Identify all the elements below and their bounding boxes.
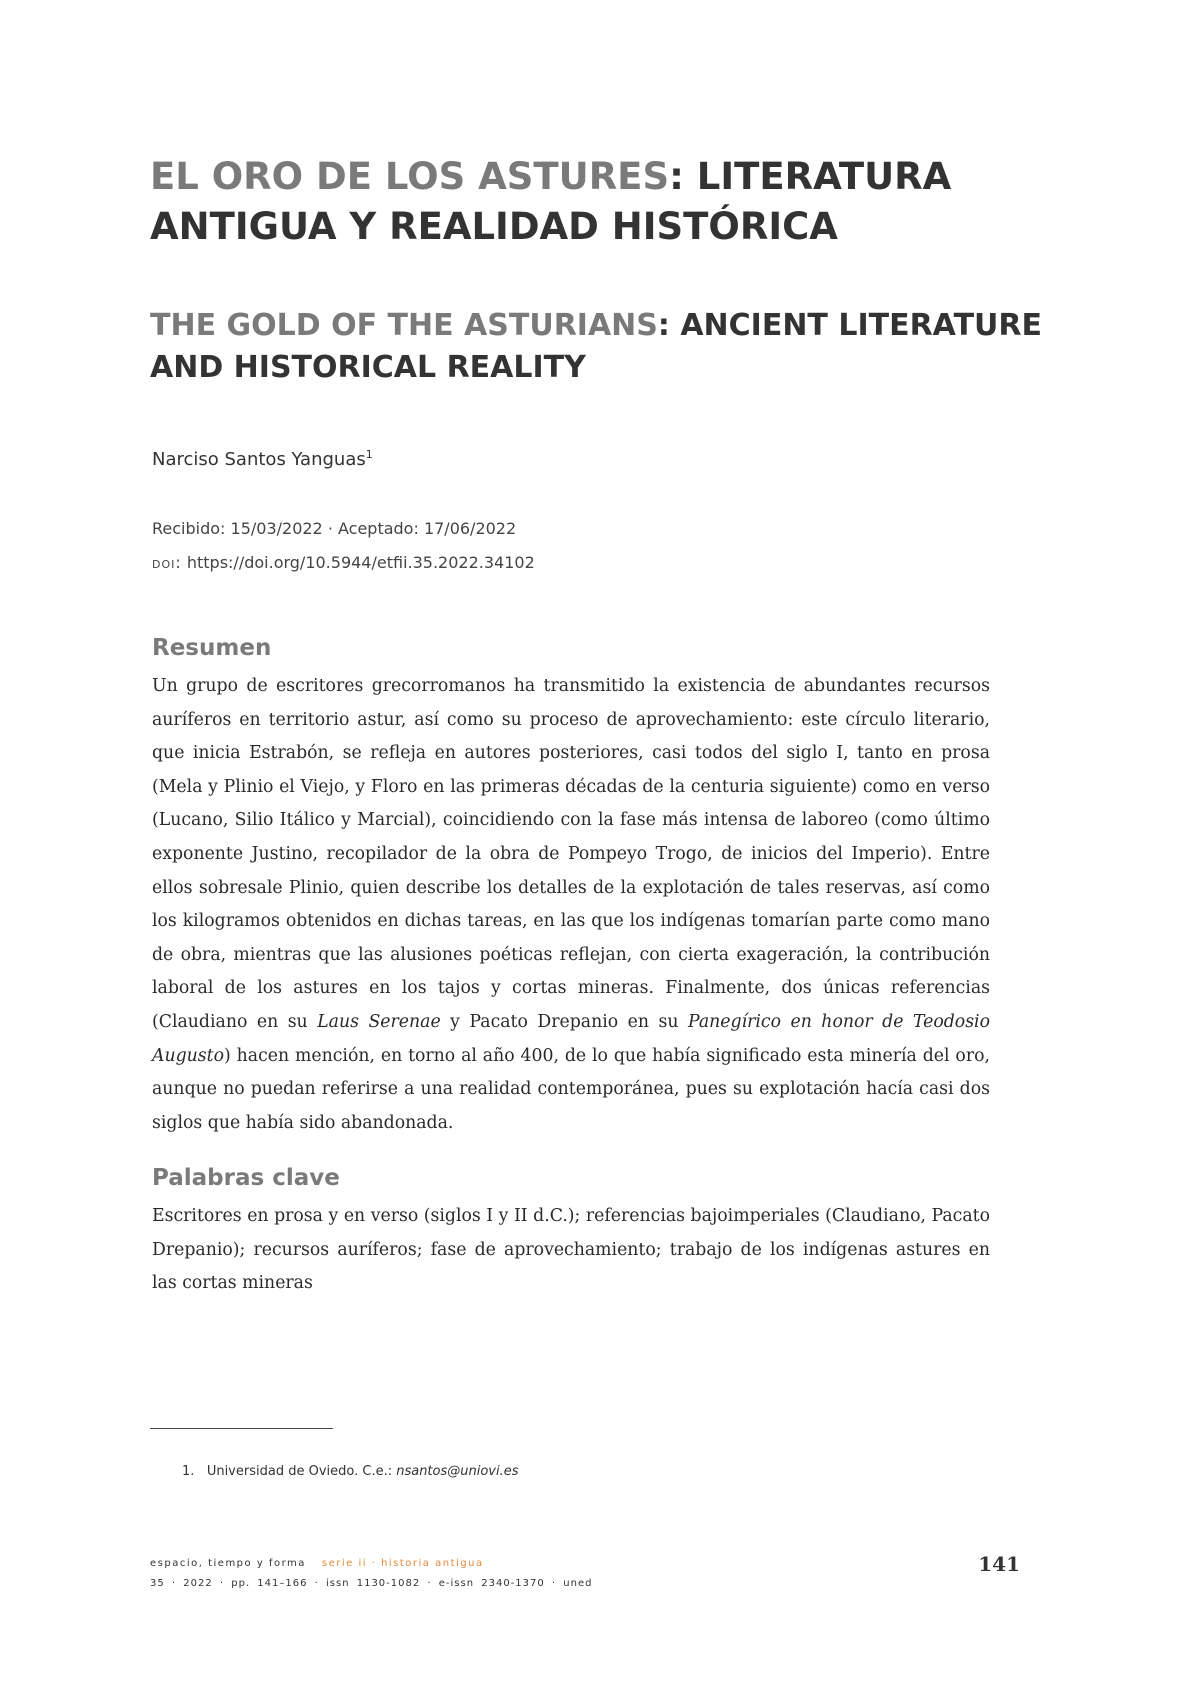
footnote-number: 1.	[182, 1464, 195, 1479]
abstract-italic-laus-serenae: Laus Serenae	[317, 1011, 441, 1032]
title-spanish	[150, 152, 1050, 252]
keywords-text: Escritores en prosa y en verso (siglos I y II d.C.); referencias bajoimperiales (Claudiano, Pacato Drepanio); recursos auríferos; fase de aprovechamiento; trabajo de los indígenas astures en las cortas mineras	[152, 1206, 990, 1294]
abstract-text-part-a: Un grupo de escritores grecorromanos ha transmitido la existencia de abundantes recursos auríferos en territorio astur, así como su proceso de aprovechamiento: este círculo literario, que inicia Estrabón, se refleja en autores posteriores, casi todos del siglo I, tanto en prosa (Mela y Plinio el Viejo, y Floro en las primeras décadas de la centuria siguiente) como en verso (Lucano, Silio Itálico y Marcial), coincidiendo con la fase más intensa de laboreo (como último exponente Justino, recopilador de la obra de Pompeyo Trogo, de inicios del Imperio). Entre ellos sobresale Plinio, quien describe los detalles de la explotación de tales reservas, así como los kilogramos obtenidos en dichas tareas, en las que los indígenas tomarían parte como mano de obra, mientras que las alusiones poéticas reflejan, con cierta exageración, la contribución laboral de los astures en los tajos y cortas mineras. Finalmente, dos únicas referencias (Claudiano en su	[152, 676, 990, 1032]
title-spanish-highlight: EL ORO DE LOS ASTURES	[150, 155, 670, 198]
footer-issue-line: 35 · 2022 · pp. 141–166 · issn 1130-1082 · e-issn 2340-1370 · uned	[150, 1578, 593, 1589]
footnote	[182, 1464, 519, 1479]
footnote-email[interactable]: nsantos@uniovi.es	[396, 1464, 519, 1479]
footer-journal-line	[150, 1558, 484, 1569]
abstract-text-part-b: y Pacato Drepanio en su	[440, 1011, 688, 1032]
title-english	[150, 305, 1050, 389]
author-line	[152, 448, 373, 470]
author-name: Narciso Santos Yanguas	[152, 449, 366, 470]
journal-name: espacio, tiempo y forma	[150, 1558, 306, 1569]
author-footnote-mark[interactable]: 1	[365, 448, 373, 461]
title-english-rest: : ANCIENT LITERATURE AND HISTORICAL REALITY	[150, 308, 1042, 385]
journal-serie: serie ii · historia antigua	[321, 1558, 484, 1569]
title-spanish-rest: : LITERATURA ANTIGUA Y REALIDAD HISTÓRICA	[150, 155, 952, 248]
doi-line	[152, 546, 535, 580]
article-meta	[152, 512, 535, 580]
doi-link[interactable]: https://doi.org/10.5944/etfii.35.2022.34102	[186, 553, 535, 572]
title-english-highlight: THE GOLD OF THE ASTURIANS	[150, 308, 658, 343]
footnote-divider	[150, 1428, 333, 1429]
page-number: 141	[978, 1552, 1020, 1576]
abstract-text	[152, 670, 990, 1140]
received-accepted-dates: Recibido: 15/03/2022 · Aceptado: 17/06/2022	[152, 519, 517, 538]
abstract-text-part-c: ) hacen mención, en torno al año 400, de lo que había significado esta minería del oro, aunque no puedan referirse a una realidad contemporánea, pues su explotación hacía casi dos siglos que había sido abandonada.	[152, 1045, 990, 1133]
keywords-heading: Palabras clave	[152, 1165, 340, 1191]
abstract-italic-panegirico: Panegírico en honor de Teodosio Augusto	[152, 1011, 990, 1066]
footnote-text: Universidad de Oviedo. C.e.:	[206, 1464, 397, 1479]
abstract-heading: Resumen	[152, 635, 272, 661]
doi-label: doi:	[152, 553, 182, 572]
